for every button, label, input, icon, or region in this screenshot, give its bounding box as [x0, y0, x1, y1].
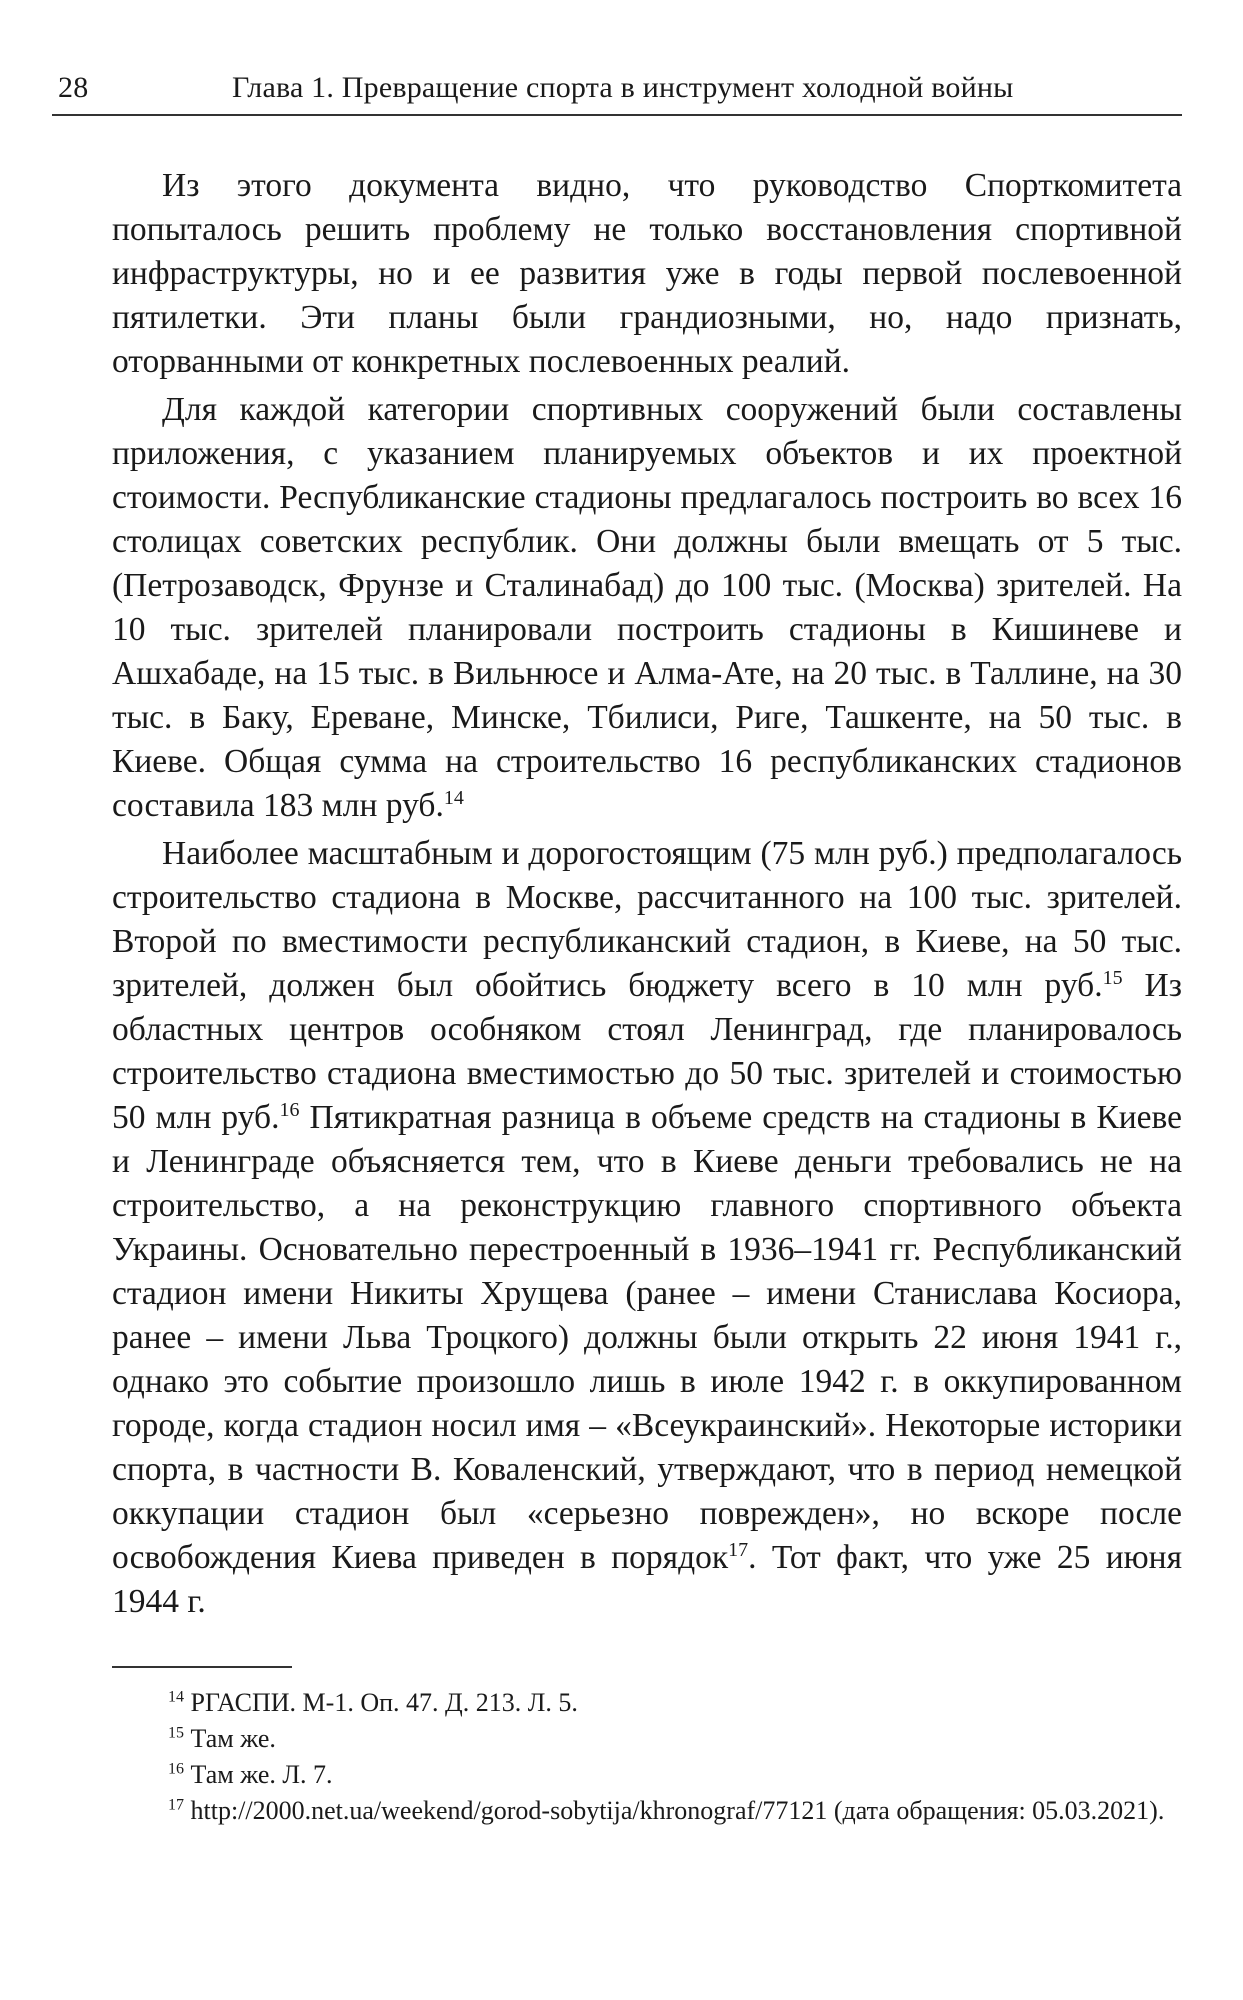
footnote-number: 14	[168, 1688, 184, 1706]
running-head	[52, 66, 1184, 110]
footnote-17	[112, 1793, 1182, 1829]
paragraph-3-text-a: Наиболее масштабным и дорогостоящим (75 млн руб.) предполагалось строительство стадиона в Москве, рассчитанного на 100 тыс. зрителей. Второй по вместимости республиканский стадион, в Киеве, на 50 тыс. зрителей, должен был обойтись бюджету всего в 10 млн руб.	[112, 835, 1182, 1004]
footnote-text: Там же.	[184, 1724, 276, 1753]
paragraph-2	[112, 388, 1182, 828]
footnote-14	[112, 1685, 1182, 1721]
footnote-text: РГАСПИ. М-1. Оп. 47. Д. 213. Л. 5.	[184, 1688, 578, 1717]
paragraph-3-text-c: Пятикратная разница в объеме средств на стадионы в Киеве и Ленинграде объясняется тем, что в Киеве деньги требовались не на строительство, а на реконструкцию главного спортивного объекта Украины. Основательно перестроенный в 1936–1941 гг. Республиканский стадион имени Никиты Хрущева (ранее – имени Станислава Косиора, ранее – имени Льва Троцкого) должны были открыть 22 июня 1941 г., однако это событие произошло лишь в июле 1942 г. в оккупированном городе, когда стадион носил имя – «Всеукраинский». Некоторые историки спорта, в частности В. Коваленский, утверждают, что в период немецкой оккупации стадион был «серьезно поврежден», но вскоре после освобождения Киева приведен в порядок	[112, 1099, 1182, 1576]
footnote-number: 16	[168, 1760, 184, 1778]
footnote-ref-14[interactable]: 14	[443, 786, 464, 809]
footnote-number: 15	[168, 1724, 184, 1742]
footnote-ref-16[interactable]: 16	[279, 1098, 300, 1121]
footnote-rule	[112, 1666, 292, 1668]
paragraph-2-text: Для каждой категории спортивных сооружений были составлены приложения, с указанием планируемых объектов и их проектной стоимости. Республиканские стадионы предлагалось построить во всех 16 столицах советских республик. Они должны были вмещать от 5 тыс. (Петрозаводск, Фрунзе и Сталинабад) до 100 тыс. (Москва) зрителей. На 10 тыс. зрителей планировали построить стадионы в Кишиневе и Ашхабаде, на 15 тыс. в Вильнюсе и Алма-Ате, на 20 тыс. в Таллине, на 30 тыс. в Баку, Ереване, Минске, Тбилиси, Риге, Ташкенте, на 50 тыс. в Киеве. Общая сумма на строительство 16 республиканских стадионов составила 183 млн руб.	[112, 391, 1182, 824]
footnote-15	[112, 1721, 1182, 1757]
chapter-title: Глава 1. Превращение спорта в инструмент холодной войны	[232, 71, 1014, 104]
footnote-16	[112, 1757, 1182, 1793]
main-text	[112, 164, 1182, 1624]
footnote-text: Там же. Л. 7.	[184, 1760, 333, 1789]
page-number: 28	[58, 71, 89, 104]
footnote-ref-15[interactable]: 15	[1102, 966, 1123, 989]
paragraph-1	[112, 164, 1182, 384]
footnote-text-link[interactable]: http://2000.net.ua/weekend/gorod-sobytija/khronograf/77121 (дата обращения: 05.03.2021).	[184, 1796, 1165, 1825]
footnotes	[112, 1685, 1182, 1829]
paragraph-3-text-b: Из областных центров особняком стоял Ленинград, где планировалось строительство стадиона вместимостью до 50 тыс. зрителей и стоимостью 50 млн руб.	[112, 967, 1182, 1136]
paragraph-1-text: Из этого документа видно, что руководство Спорткомитета попыталось решить проблему не только восстановления спортивной инфраструктуры, но и ее развития уже в годы первой послевоенной пятилетки. Эти планы были грандиозными, но, надо признать, оторванными от конкретных послевоенных реалий.	[112, 167, 1182, 380]
paragraph-3	[112, 832, 1182, 1624]
footnote-ref-17[interactable]: 17	[728, 1538, 749, 1561]
header-rule	[52, 114, 1182, 116]
footnote-number: 17	[168, 1796, 184, 1814]
paragraph-3-text-d: . Тот факт, что уже 25 июня 1944 г.	[112, 1539, 1182, 1620]
